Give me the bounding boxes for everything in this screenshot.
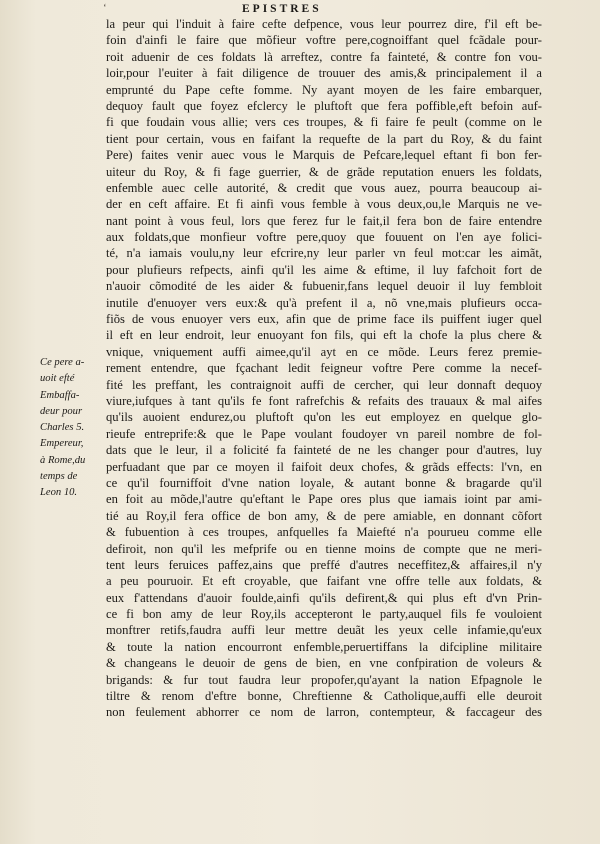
text-line: tié au Roy,il fera office de bon amy, & de pere amiable, en donnant cõfort xyxy=(106,508,542,523)
text-line: monftrer retifs,faudra auffi leur mettre deuãt les yeux celle infamie,qu'eux xyxy=(106,623,542,638)
text-line: dats que le leur, il a folicité fa fainteté de ne les changer pour d'autres, luy xyxy=(106,443,542,458)
text-line: ce qu'il fourniffoit d'vne nation loyale, & autant bonne & bragarde qu'il xyxy=(106,475,542,490)
text-line: roit aduenir de ces foldats là arreftez, contre fa fainteté, & contre fon vou- xyxy=(106,49,542,64)
text-line: en foit au mõde,l'autre qu'eftant le Pape ores plus que iamais ioint par ami- xyxy=(106,492,542,507)
text-line: emprunté du Pape cefte fomme. Ny ayant moyen de les faire embarquer, xyxy=(106,82,542,97)
margin-note-line: temps de xyxy=(40,471,78,483)
text-line: fité les preffant, les contraignoit auffi de cercher, qui leur donnaft dequoy xyxy=(106,377,542,392)
text-line: brigands: & fur tout faudra leur propofer,qu'ayant la nation Efpagnole le xyxy=(106,672,542,687)
margin-note-line: Leon 10. xyxy=(40,487,78,499)
text-line: & fubuention à ces troupes, anfquelles fa Maiefté n'a pourueu comme elle xyxy=(106,525,542,540)
text-line: perfuadant que par ce moyen il faifoit deux chofes, & grãds effects: l'vn, en xyxy=(106,459,542,474)
text-line: foin d'ainfi le faire que mõfieur voftre pere,cognoiffant quel fcãdale pour- xyxy=(106,33,542,48)
text-line: der en ceft affaire. Et fi ainfi vous femble à vous deux,ou,le Marquis ne ve- xyxy=(106,197,542,212)
margin-note xyxy=(40,355,104,502)
text-line: tent leurs feruices paffez,ains que preffé d'autres neceffitez,& affaires,il n'y xyxy=(106,557,542,572)
text-line: fiõs de vous enuoyer vers eux, afin que de prime face ils puiffent iuger quel xyxy=(106,312,542,327)
text-line: enfemble auec celle autorité, & credit que vous auez, pourra beaucoup ai- xyxy=(106,180,542,195)
text-line: dequoy fault que foyez efclercy le pluftoft que fera poffible,eft befoin auf- xyxy=(106,98,542,113)
text-line: uiteur du Roy, & fi fage guerrier, & de grãde reputation enuers les foldats, xyxy=(106,164,542,179)
text-line: tiltre & renom d'eftre bonne, Chreftienne & Catholique,auffi elle deuroit xyxy=(106,689,542,704)
margin-note-line: deur pour xyxy=(40,405,83,417)
margin-note-line: uoit efté xyxy=(40,373,75,385)
margin-note-line: à Rome,du xyxy=(40,454,86,466)
text-line: tient pour certain, vous en faifant la requefte de la part du Roy, & du faint xyxy=(106,131,542,146)
text-line: nant point à vous feul, lors que ferez fur le fait,il fera bon de faire entendre xyxy=(106,213,542,228)
text-line: fi que foudain vous allie; vers ces troupes, & fi faire fe peult (comme on le xyxy=(106,115,542,130)
margin-note-line: Embaffa- xyxy=(40,389,80,401)
text-line: rieufe entreprife:& que le Pape voulant foudoyer vn pareil nombre de fol- xyxy=(106,426,542,441)
text-line: la peur qui l'induit à faire cefte defpence, vous leur pourrez dire, f'il eft be- xyxy=(106,17,542,31)
text-line: pour plufieurs refpects, ainfi qu'il les aime & eftime, il luy fafchoit fort de xyxy=(106,262,542,277)
text-line: inutile d'enuoyer vers eux:& qu'à prefent il a, nõ vne,mais plufieurs occa- xyxy=(106,295,542,310)
text-line: & toute la nation encourront enfemble,peruertiffans la difcipline militaire xyxy=(106,639,542,654)
text-line: vnique, vniquement auffi aimee,qu'il ayt en ce mõde. Leurs ferez premie- xyxy=(106,344,542,359)
text-line: a peu pouruoir. Et eft croyable, que faifant vne offre telle aux foldats, & xyxy=(106,574,542,589)
body-text xyxy=(106,16,542,721)
folio-mark: ʻ xyxy=(103,2,107,14)
text-line: defiroit, non qu'il les mefprife ou en tienne moins de compte que ne meri- xyxy=(106,541,542,556)
margin-note-line: Ce pere a- xyxy=(40,357,85,368)
text-line: Pere) faites venir auec vous le Marquis de Pefcare,lequel eftant fi bon fer- xyxy=(106,148,542,163)
margin-note-line: Charles 5. xyxy=(40,422,85,434)
text-line: ce fi bon amy de leur Roy,ils accepteront le party,auquel fils fe vouloient xyxy=(106,607,542,622)
text-line: & changeans le deuoir de gens de bien, en vne confpiration de voleurs & xyxy=(106,656,542,671)
text-line: viure,iufques à tant qu'ils fe font rafrefchis & refaits des trauaux & mal aifes xyxy=(106,393,542,408)
text-line: rement entendre, que fçachant ledit feigneur voftre Pere comme la necef- xyxy=(106,361,542,376)
margin-note-line: Empereur, xyxy=(40,438,84,450)
text-line: non feulement abhorrer ce nom de larron, contempteur, & faccageur des xyxy=(106,705,542,720)
text-line: qu'ils auoient endurez,ou pluftoft qu'on les eut employez en quelque glo- xyxy=(106,410,542,425)
text-line: n'auoir cõmodité de les aider & fubuenir,fans lequel deuoir il luy fembloit xyxy=(106,279,542,294)
text-line: aux foldats,que monfieur voftre pere,quoy que fouuent on l'en aye folici- xyxy=(106,230,542,245)
text-line: loir,pour l'euiter à fait diligence de trouuer des amis,& principalement il a xyxy=(106,66,542,81)
text-line: té, n'a iamais voulu,ny leur efcrire,ny leur parler vn feul mot:car les aimãt, xyxy=(106,246,542,261)
running-head: EPISTRES xyxy=(242,3,322,15)
text-line: eux f'attendans d'auoir foulde,ainfi qu'ils defirent,& qui plus eft d'vn Prin- xyxy=(106,590,542,605)
text-line: il eft en leur endroit, leur enuoyant fon fils, qui eft la chofe la plus chere & xyxy=(106,328,542,343)
